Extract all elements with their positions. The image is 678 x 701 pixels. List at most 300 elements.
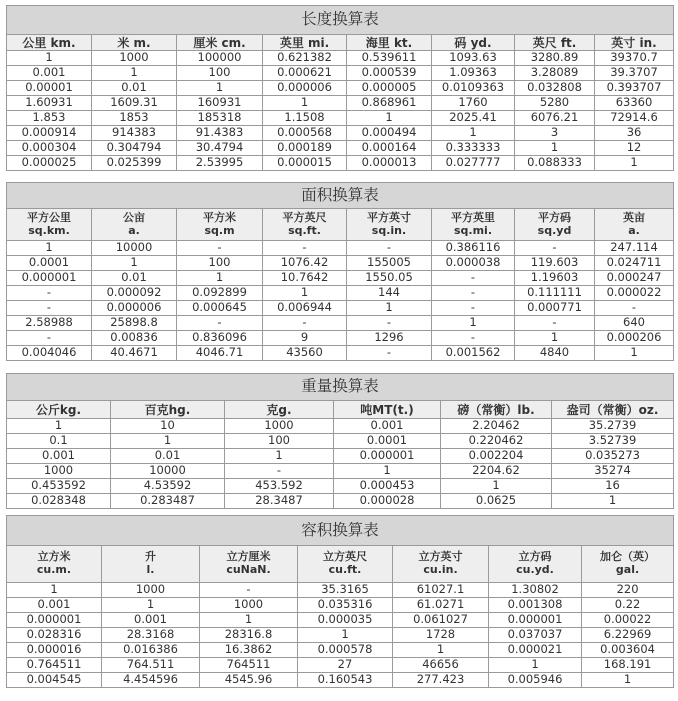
weight-table-cell: 0.002204 (441, 449, 552, 464)
volume-table-cell: 35.3165 (298, 583, 393, 598)
area-header-cn: 公亩 (123, 210, 145, 224)
length-table-row (7, 66, 674, 81)
volume-header-cn: 立方厘米 (226, 550, 271, 564)
area-table-cell: 1 (263, 286, 347, 301)
volume-table-cell: 27 (298, 658, 393, 673)
length-table-cell: 0.333333 (432, 141, 515, 156)
area-table-cell: 0.006944 (263, 301, 347, 316)
area-header-cell (432, 209, 515, 241)
volume-header-cell (200, 546, 298, 583)
length-table-cell: 0.000025 (7, 156, 92, 171)
area-table-row (7, 286, 674, 301)
weight-table-cell: 0.001 (7, 449, 111, 464)
length-table-cell: 3.28089 (515, 66, 595, 81)
weight-header-cell: 克g. (225, 401, 334, 419)
volume-table-cell: 1 (298, 628, 393, 643)
area-table-cell: 10000 (92, 241, 177, 256)
volume-table-cell: 1.30802 (489, 583, 582, 598)
area-header-cell (515, 209, 595, 241)
volume-header-cell (7, 546, 102, 583)
area-header-en: sq.ft. (288, 223, 321, 237)
volume-table-cell: 764.511 (102, 658, 200, 673)
volume-table-cell: 0.003604 (582, 643, 674, 658)
length-table-cell: 1853 (92, 111, 177, 126)
volume-header-cell (489, 546, 582, 583)
volume-table-cell: 16.3862 (200, 643, 298, 658)
area-table-cell: - (347, 346, 432, 361)
area-table-cell: 0.00836 (92, 331, 177, 346)
area-table-cell: - (177, 316, 263, 331)
area-table-cell: 0.111111 (515, 286, 595, 301)
area-table-cell: 0.000006 (92, 301, 177, 316)
area-conversion-table (6, 182, 674, 361)
volume-table-row (7, 658, 674, 673)
volume-table-cell: 0.000021 (489, 643, 582, 658)
volume-header-cell (582, 546, 674, 583)
length-table-cell: 0.000539 (347, 66, 432, 81)
weight-table-row (7, 419, 674, 434)
volume-conversion-table (6, 515, 674, 688)
area-table-cell: - (432, 331, 515, 346)
weight-header-row (7, 401, 674, 419)
length-table-cell: 1.60931 (7, 96, 92, 111)
volume-header-cn: 立方米 (37, 550, 71, 564)
length-table-cell: 0.000568 (263, 126, 347, 141)
volume-table-cell: 1000 (102, 583, 200, 598)
length-table-cell: 1 (263, 96, 347, 111)
length-table-cell: 1 (432, 126, 515, 141)
volume-table-cell: 0.016386 (102, 643, 200, 658)
length-table-cell: 0.000914 (7, 126, 92, 141)
volume-table-cell: 168.191 (582, 658, 674, 673)
area-header-cn: 英亩 (623, 210, 645, 224)
volume-header-cell (393, 546, 489, 583)
weight-table-cell: 35274 (552, 464, 674, 479)
area-table-cell: 1296 (347, 331, 432, 346)
area-header-cell (177, 209, 263, 241)
volume-table-cell: 4545.96 (200, 673, 298, 688)
volume-header-en: gal. (615, 563, 640, 576)
length-table-row (7, 81, 674, 96)
volume-table-cell: 0.22 (582, 598, 674, 613)
length-table-cell: 1609.31 (92, 96, 177, 111)
weight-table-cell: 0.0625 (441, 494, 552, 509)
area-table-cell: 1 (92, 256, 177, 271)
volume-table-cell: 0.001 (102, 613, 200, 628)
volume-table-cell: 0.764511 (7, 658, 102, 673)
weight-table-title: 重量换算表 (7, 374, 674, 401)
volume-table-cell: 46656 (393, 658, 489, 673)
length-table-cell: 1 (347, 111, 432, 126)
length-table-cell: 1000 (92, 51, 177, 66)
length-table-cell: 0.000015 (263, 156, 347, 171)
volume-table-cell: 1000 (200, 598, 298, 613)
weight-conversion-table (6, 373, 674, 509)
volume-table-cell: 0.000035 (298, 613, 393, 628)
area-table-body (7, 241, 674, 361)
area-header-en: sq.mi. (453, 223, 492, 237)
area-header-cn: 平方码 (538, 210, 571, 224)
area-table-cell: - (347, 241, 432, 256)
area-header-cn: 平方英里 (451, 210, 495, 224)
volume-table-cell: 1 (7, 583, 102, 598)
length-table-cell: 72914.6 (595, 111, 674, 126)
length-table-cell: 185318 (177, 111, 263, 126)
area-table-cell: 1 (515, 331, 595, 346)
area-table-cell: 119.603 (515, 256, 595, 271)
area-table-cell: 0.001562 (432, 346, 515, 361)
weight-table-cell: 1 (225, 449, 334, 464)
weight-header-cell: 磅（常衡）lb. (441, 401, 552, 419)
area-table-row (7, 346, 674, 361)
area-table-cell: 0.000038 (432, 256, 515, 271)
volume-table-title: 容积换算表 (7, 516, 674, 546)
volume-table-cell: 0.001 (7, 598, 102, 613)
area-header-cn: 平方英尺 (282, 210, 327, 224)
area-table-cell: 100 (177, 256, 263, 271)
volume-table-cell: 0.00022 (582, 613, 674, 628)
length-table-cell: 0.088333 (515, 156, 595, 171)
weight-table-cell: 0.001 (334, 419, 441, 434)
length-table-body (7, 51, 674, 171)
area-header-row (7, 209, 674, 241)
area-table-cell: 640 (595, 316, 674, 331)
length-table-cell: 39370.7 (595, 51, 674, 66)
length-table-cell: 30.4794 (177, 141, 263, 156)
length-table-cell: 0.000164 (347, 141, 432, 156)
length-table-cell: 1.853 (7, 111, 92, 126)
volume-table-cell: 0.160543 (298, 673, 393, 688)
length-table-cell: 0.001 (7, 66, 92, 81)
length-table-cell: 1 (515, 141, 595, 156)
volume-table-cell: 0.000001 (489, 613, 582, 628)
area-table-cell: 0.024711 (595, 256, 674, 271)
weight-table-cell: 0.000001 (334, 449, 441, 464)
length-table-row (7, 111, 674, 126)
weight-header-cell: 吨MT(t.) (334, 401, 441, 419)
length-table-cell: 100 (177, 66, 263, 81)
length-table-title: 长度换算表 (7, 6, 674, 35)
weight-table-cell: 0.028348 (7, 494, 111, 509)
area-table-cell: - (347, 316, 432, 331)
volume-table-row (7, 643, 674, 658)
volume-header-cn: 升 (145, 550, 156, 564)
volume-header-cell (102, 546, 200, 583)
area-table-cell: 1 (177, 271, 263, 286)
volume-table-cell: 6.22969 (582, 628, 674, 643)
area-table-row (7, 316, 674, 331)
length-header-cell: 英寸 in. (595, 35, 674, 51)
volume-table-row (7, 673, 674, 688)
volume-table-cell: 0.028316 (7, 628, 102, 643)
area-table-cell: - (515, 241, 595, 256)
length-table-cell: 100000 (177, 51, 263, 66)
length-table-cell: 0.000494 (347, 126, 432, 141)
area-table-cell: 144 (347, 286, 432, 301)
length-table-cell: 0.027777 (432, 156, 515, 171)
area-table-row (7, 271, 674, 286)
area-header-en: sq.yd (537, 223, 572, 237)
weight-table-body (7, 419, 674, 509)
weight-table-row (7, 479, 674, 494)
area-table-cell: 0.000247 (595, 271, 674, 286)
area-table-cell: 4046.71 (177, 346, 263, 361)
area-table-cell: - (432, 301, 515, 316)
area-table-cell: 43560 (263, 346, 347, 361)
length-table-cell: 1 (177, 81, 263, 96)
length-table-cell: 0.00001 (7, 81, 92, 96)
area-table-row (7, 241, 674, 256)
weight-table-cell: 0.283487 (111, 494, 225, 509)
volume-table-row (7, 613, 674, 628)
area-table-row (7, 256, 674, 271)
length-conversion-table (6, 5, 674, 171)
area-header-cell (595, 209, 674, 241)
area-table-cell: - (432, 271, 515, 286)
length-header-cell: 厘米 cm. (177, 35, 263, 51)
length-table-cell: 0.0109363 (432, 81, 515, 96)
weight-header-cell: 百克hg. (111, 401, 225, 419)
length-table-cell: 160931 (177, 96, 263, 111)
volume-header-en: cu.in. (423, 563, 458, 576)
weight-table-row (7, 494, 674, 509)
length-header-cell: 海里 kt. (347, 35, 432, 51)
length-table-cell: 0.621382 (263, 51, 347, 66)
weight-table-cell: 1 (111, 434, 225, 449)
area-header-cn: 平方英寸 (367, 210, 411, 224)
area-table-cell: 0.386116 (432, 241, 515, 256)
volume-header-cn: 加仑（英） (600, 550, 656, 564)
area-header-en: a. (628, 223, 640, 237)
length-table-cell: 63360 (595, 96, 674, 111)
length-table-cell: 91.4383 (177, 126, 263, 141)
volume-table-cell: 0.061027 (393, 613, 489, 628)
length-header-row (7, 35, 674, 51)
weight-table-cell: 100 (225, 434, 334, 449)
length-table-cell: 1760 (432, 96, 515, 111)
volume-table-body (7, 583, 674, 688)
area-table-cell: 0.0001 (7, 256, 92, 271)
volume-table-cell: 1 (582, 673, 674, 688)
area-table-cell: 0.000771 (515, 301, 595, 316)
length-table-row (7, 96, 674, 111)
weight-table-cell: 35.2739 (552, 419, 674, 434)
length-table-row (7, 126, 674, 141)
volume-header-en: cu.yd. (516, 563, 554, 576)
volume-table-cell: 0.004545 (7, 673, 102, 688)
weight-header-cell: 盎司（常衡）oz. (552, 401, 674, 419)
weight-table-cell: 0.01 (111, 449, 225, 464)
area-table-cell: - (7, 286, 92, 301)
weight-table-cell: 0.1 (7, 434, 111, 449)
area-table-title: 面积换算表 (7, 183, 674, 209)
area-table-cell: 10.7642 (263, 271, 347, 286)
area-table-cell: 0.004046 (7, 346, 92, 361)
volume-table-cell: 28316.8 (200, 628, 298, 643)
weight-table-cell: 0.000028 (334, 494, 441, 509)
area-table-cell: 2.58988 (7, 316, 92, 331)
length-header-cell: 公里 km. (7, 35, 92, 51)
weight-table-cell: 1000 (7, 464, 111, 479)
volume-header-en: cuNaN. (226, 563, 271, 576)
length-table-cell: 0.000621 (263, 66, 347, 81)
area-table-cell: 0.000645 (177, 301, 263, 316)
area-table-cell: 1 (7, 241, 92, 256)
volume-header-cn: 立方码 (518, 550, 552, 564)
length-table-row (7, 141, 674, 156)
length-table-cell: 2025.41 (432, 111, 515, 126)
length-table-cell: 1 (7, 51, 92, 66)
area-table-cell: - (595, 301, 674, 316)
weight-table-cell: 2.20462 (441, 419, 552, 434)
length-table-cell: 0.000304 (7, 141, 92, 156)
length-table-cell: 0.032808 (515, 81, 595, 96)
area-table-cell: 0.01 (92, 271, 177, 286)
area-header-cell (263, 209, 347, 241)
length-table-cell: 39.3707 (595, 66, 674, 81)
length-table-cell: 6076.21 (515, 111, 595, 126)
volume-table-cell: 4.454596 (102, 673, 200, 688)
length-table-cell: 1.1508 (263, 111, 347, 126)
weight-table-cell: 1 (552, 494, 674, 509)
area-header-en: sq.in. (371, 223, 407, 237)
length-table-cell: 2.53995 (177, 156, 263, 171)
length-table-cell: 914383 (92, 126, 177, 141)
volume-table-cell: 0.000578 (298, 643, 393, 658)
area-table-cell: 9 (263, 331, 347, 346)
area-table-cell: 1076.42 (263, 256, 347, 271)
volume-table-cell: 28.3168 (102, 628, 200, 643)
volume-table-cell: 764511 (200, 658, 298, 673)
length-table-cell: 5280 (515, 96, 595, 111)
weight-table-cell: 3.52739 (552, 434, 674, 449)
volume-table-cell: 61.0271 (393, 598, 489, 613)
volume-table-cell: 0.005946 (489, 673, 582, 688)
weight-table-cell: 0.0001 (334, 434, 441, 449)
weight-table-cell: 1 (441, 479, 552, 494)
volume-table-cell: 1 (102, 598, 200, 613)
area-table-cell: 247.114 (595, 241, 674, 256)
volume-header-cell (298, 546, 393, 583)
length-table-cell: 0.000006 (263, 81, 347, 96)
length-table-cell: 0.868961 (347, 96, 432, 111)
area-table-cell: 155005 (347, 256, 432, 271)
volume-table-cell: 61027.1 (393, 583, 489, 598)
area-table-cell: - (177, 241, 263, 256)
area-header-cell (92, 209, 177, 241)
volume-table-cell: 277.423 (393, 673, 489, 688)
volume-table-row (7, 598, 674, 613)
weight-header-cell: 公斤kg. (7, 401, 111, 419)
length-table-cell: 0.01 (92, 81, 177, 96)
area-table-cell: 0.000206 (595, 331, 674, 346)
area-table-cell: 1 (432, 316, 515, 331)
volume-header-cn: 立方英尺 (323, 550, 367, 564)
area-table-cell: - (515, 316, 595, 331)
weight-table-cell: 16 (552, 479, 674, 494)
length-table-cell: 0.025399 (92, 156, 177, 171)
area-table-cell: - (7, 301, 92, 316)
length-table-cell: 0.000005 (347, 81, 432, 96)
length-table-cell: 0.304794 (92, 141, 177, 156)
length-table-cell: 0.539611 (347, 51, 432, 66)
weight-table-cell: 0.453592 (7, 479, 111, 494)
volume-table-cell: 1728 (393, 628, 489, 643)
volume-header-en: cu.ft. (328, 563, 362, 576)
area-header-en: sq.km. (28, 223, 70, 237)
length-table-cell: 1.09363 (432, 66, 515, 81)
area-table-cell: 0.000092 (92, 286, 177, 301)
length-table-cell: 1 (595, 156, 674, 171)
weight-table-row (7, 434, 674, 449)
weight-table-cell: 1000 (225, 419, 334, 434)
area-table-row (7, 301, 674, 316)
length-table-row (7, 51, 674, 66)
length-table-cell: 1 (92, 66, 177, 81)
area-header-en: sq.m (204, 223, 235, 237)
area-table-cell: - (263, 241, 347, 256)
volume-table-cell: 0.035316 (298, 598, 393, 613)
volume-table-row (7, 628, 674, 643)
weight-table-cell: 1 (7, 419, 111, 434)
weight-table-cell: 0.220462 (441, 434, 552, 449)
length-header-cell: 英里 mi. (263, 35, 347, 51)
volume-header-en: l. (146, 563, 155, 576)
length-table-cell: 3280.89 (515, 51, 595, 66)
volume-header-cn: 立方英寸 (418, 550, 463, 564)
area-table-cell: 4840 (515, 346, 595, 361)
volume-table-cell: 220 (582, 583, 674, 598)
volume-table-cell: 0.000016 (7, 643, 102, 658)
volume-table-row (7, 583, 674, 598)
area-header-cell (347, 209, 432, 241)
area-table-cell: 40.4671 (92, 346, 177, 361)
volume-table-cell: 1 (393, 643, 489, 658)
weight-table-cell: - (225, 464, 334, 479)
weight-table-cell: 10000 (111, 464, 225, 479)
volume-table-cell: 1 (200, 613, 298, 628)
weight-table-cell: 453.592 (225, 479, 334, 494)
area-table-cell: 0.000001 (7, 271, 92, 286)
area-table-cell: - (432, 286, 515, 301)
weight-table-cell: 10 (111, 419, 225, 434)
area-header-cell (7, 209, 92, 241)
weight-table-cell: 4.53592 (111, 479, 225, 494)
area-table-cell: 1 (347, 301, 432, 316)
volume-header-en: cu.m. (36, 563, 72, 576)
area-table-cell: 1.19603 (515, 271, 595, 286)
volume-table-cell: 0.037037 (489, 628, 582, 643)
weight-table-cell: 0.000453 (334, 479, 441, 494)
weight-table-cell: 2204.62 (441, 464, 552, 479)
weight-table-cell: 0.035273 (552, 449, 674, 464)
length-table-cell: 0.393707 (595, 81, 674, 96)
area-table-cell: 0.836096 (177, 331, 263, 346)
area-table-cell: 0.092899 (177, 286, 263, 301)
weight-table-cell: 1 (334, 464, 441, 479)
length-table-cell: 36 (595, 126, 674, 141)
area-table-cell: - (7, 331, 92, 346)
weight-table-row (7, 449, 674, 464)
length-header-cell: 码 yd. (432, 35, 515, 51)
weight-table-cell: 28.3487 (225, 494, 334, 509)
area-table-row (7, 331, 674, 346)
length-table-cell: 3 (515, 126, 595, 141)
area-table-cell: 1550.05 (347, 271, 432, 286)
area-table-cell: - (263, 316, 347, 331)
area-table-cell: 0.000022 (595, 286, 674, 301)
volume-table-cell: 0.001308 (489, 598, 582, 613)
